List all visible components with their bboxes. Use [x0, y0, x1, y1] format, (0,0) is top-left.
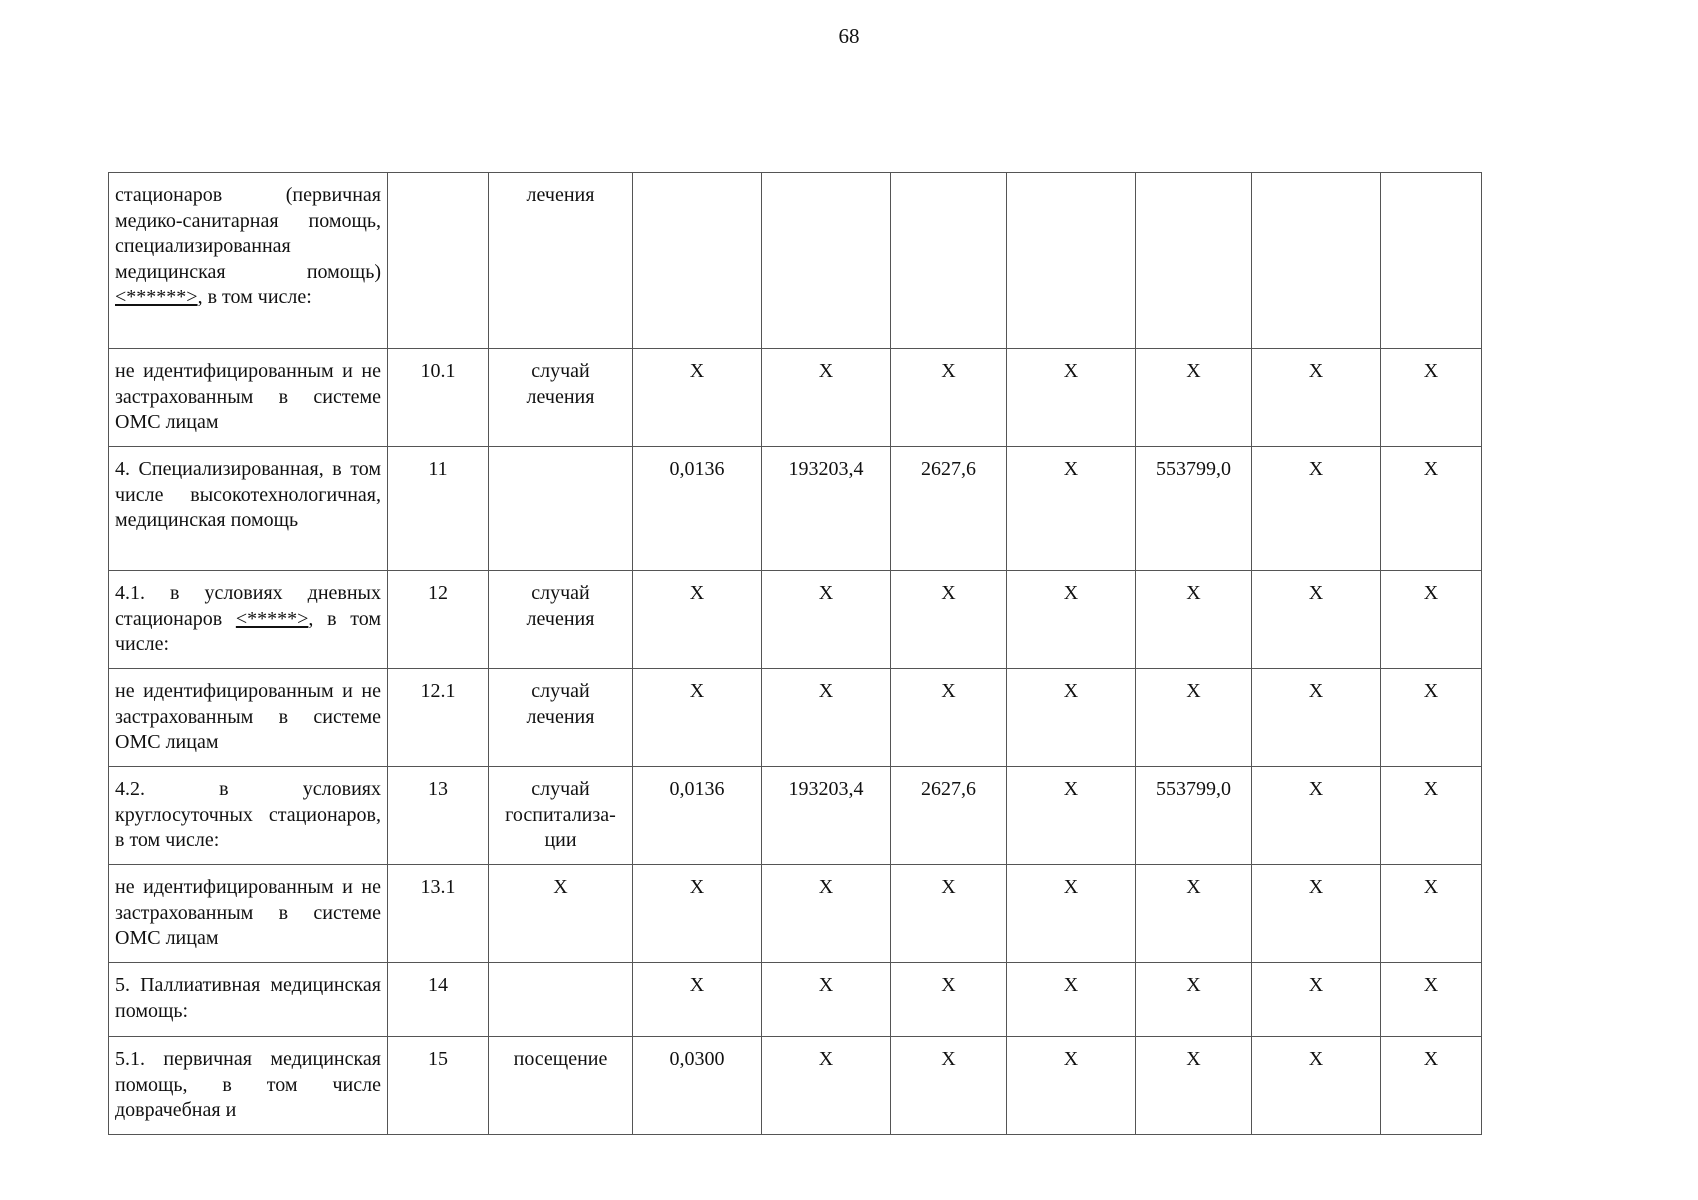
row-name: стационаров (первичная медико-санитарная помощь, специализированная медицинская помощь) [115, 184, 381, 283]
value-cell: X [891, 865, 1007, 963]
value-cell: X [1381, 1037, 1482, 1135]
row-name-cell [109, 1037, 388, 1135]
row-name-cell [109, 571, 388, 669]
value-cell: X [1381, 669, 1482, 767]
row-name-cell [109, 767, 388, 865]
unit-cell: лечения [489, 173, 633, 349]
value-cell: X [1007, 571, 1136, 669]
unit-cell: случай лечения [489, 571, 633, 669]
row-name-cell [109, 865, 388, 963]
value-cell: 2627,6 [891, 447, 1007, 571]
value-cell: X [1381, 349, 1482, 447]
value-cell [1252, 173, 1381, 349]
value-cell: X [1007, 767, 1136, 865]
value-cell: X [891, 571, 1007, 669]
row-name: 5.1. первичная медицинская помощь, в том числе доврачебная и [115, 1048, 381, 1121]
table-row [109, 349, 1482, 447]
unit-cell: случай лечения [489, 349, 633, 447]
unit-cell [489, 963, 633, 1037]
value-cell: X [1252, 447, 1381, 571]
value-cell: X [891, 963, 1007, 1037]
row-name-cell [109, 349, 388, 447]
row-name: 4. Специализированная, в том числе высокотехнологичная, медицинская помощь [115, 458, 381, 531]
value-cell: X [1136, 963, 1252, 1037]
row-number-cell: 12 [388, 571, 489, 669]
table-row [109, 865, 1482, 963]
financing-table [108, 172, 1482, 1135]
row-name-tail: , в том числе: [115, 607, 381, 655]
value-cell: X [762, 1037, 891, 1135]
value-cell: X [1252, 669, 1381, 767]
value-cell: X [1252, 865, 1381, 963]
value-cell: X [1381, 865, 1482, 963]
value-cell: X [891, 669, 1007, 767]
value-cell: 193203,4 [762, 767, 891, 865]
value-cell [1136, 173, 1252, 349]
row-name-cell [109, 669, 388, 767]
value-cell: X [762, 349, 891, 447]
value-cell [1007, 173, 1136, 349]
value-cell: X [1381, 767, 1482, 865]
value-cell: 553799,0 [1136, 767, 1252, 865]
value-cell: X [1136, 349, 1252, 447]
value-cell: 553799,0 [1136, 447, 1252, 571]
row-number-cell: 12.1 [388, 669, 489, 767]
row-name: 5. Паллиативная медицинская помощь: [115, 974, 381, 1022]
value-cell: X [762, 571, 891, 669]
row-name: 4.1. в условиях дневных стационаров [115, 582, 381, 630]
value-cell: X [891, 1037, 1007, 1135]
row-name: не идентифицированным и не застрахованным в системе ОМС лицам [115, 680, 381, 753]
row-number-cell: 11 [388, 447, 489, 571]
unit-cell [489, 447, 633, 571]
row-name-tail: , в том числе: [197, 286, 312, 308]
table-row [109, 963, 1482, 1037]
row-number-cell: 13 [388, 767, 489, 865]
value-cell: X [1136, 1037, 1252, 1135]
row-name: 4.2. в условиях круглосуточных стационаров, в том числе: [115, 778, 381, 851]
row-name-cell [109, 447, 388, 571]
value-cell: X [1252, 1037, 1381, 1135]
row-name-cell [109, 173, 388, 349]
value-cell: X [762, 963, 891, 1037]
value-cell: X [1252, 963, 1381, 1037]
value-cell: X [633, 963, 762, 1037]
row-number-cell [388, 173, 489, 349]
row-name-cell [109, 963, 388, 1037]
value-cell: X [1007, 447, 1136, 571]
table-row [109, 571, 1482, 669]
table-row [109, 173, 1482, 349]
value-cell [633, 173, 762, 349]
row-number-cell: 13.1 [388, 865, 489, 963]
value-cell: X [1007, 669, 1136, 767]
unit-cell: X [489, 865, 633, 963]
table-row [109, 767, 1482, 865]
value-cell: 0,0300 [633, 1037, 762, 1135]
value-cell: X [1252, 571, 1381, 669]
table-row [109, 447, 1482, 571]
row-name: не идентифицированным и не застрахованным в системе ОМС лицам [115, 876, 381, 949]
value-cell: 193203,4 [762, 447, 891, 571]
row-number-cell: 15 [388, 1037, 489, 1135]
value-cell: X [1381, 447, 1482, 571]
footnote-reference-link[interactable]: <*****> [235, 607, 309, 630]
table-row [109, 1037, 1482, 1135]
value-cell: X [1136, 669, 1252, 767]
value-cell: X [762, 865, 891, 963]
row-name: не идентифицированным и не застрахованным в системе ОМС лицам [115, 360, 381, 433]
row-number-cell: 14 [388, 963, 489, 1037]
value-cell: 0,0136 [633, 447, 762, 571]
value-cell: X [633, 669, 762, 767]
value-cell: X [1381, 571, 1482, 669]
value-cell: X [1007, 1037, 1136, 1135]
value-cell: X [1136, 571, 1252, 669]
value-cell: X [1381, 963, 1482, 1037]
row-number-cell: 10.1 [388, 349, 489, 447]
value-cell: X [1007, 963, 1136, 1037]
value-cell [1381, 173, 1482, 349]
unit-cell: посещение [489, 1037, 633, 1135]
unit-cell: случай лечения [489, 669, 633, 767]
value-cell: X [1252, 767, 1381, 865]
value-cell [762, 173, 891, 349]
value-cell: X [1007, 865, 1136, 963]
unit-cell: случай госпитализа-ции [489, 767, 633, 865]
value-cell: X [633, 571, 762, 669]
value-cell: X [1007, 349, 1136, 447]
footnote-reference-link[interactable]: <******> [115, 286, 198, 308]
value-cell: X [1252, 349, 1381, 447]
table-body [109, 173, 1482, 1135]
table-row [109, 669, 1482, 767]
value-cell: X [762, 669, 891, 767]
value-cell [891, 173, 1007, 349]
value-cell: 2627,6 [891, 767, 1007, 865]
value-cell: X [891, 349, 1007, 447]
value-cell: 0,0136 [633, 767, 762, 865]
value-cell: X [1136, 865, 1252, 963]
value-cell: X [633, 349, 762, 447]
value-cell: X [633, 865, 762, 963]
page-number: 68 [838, 24, 860, 48]
